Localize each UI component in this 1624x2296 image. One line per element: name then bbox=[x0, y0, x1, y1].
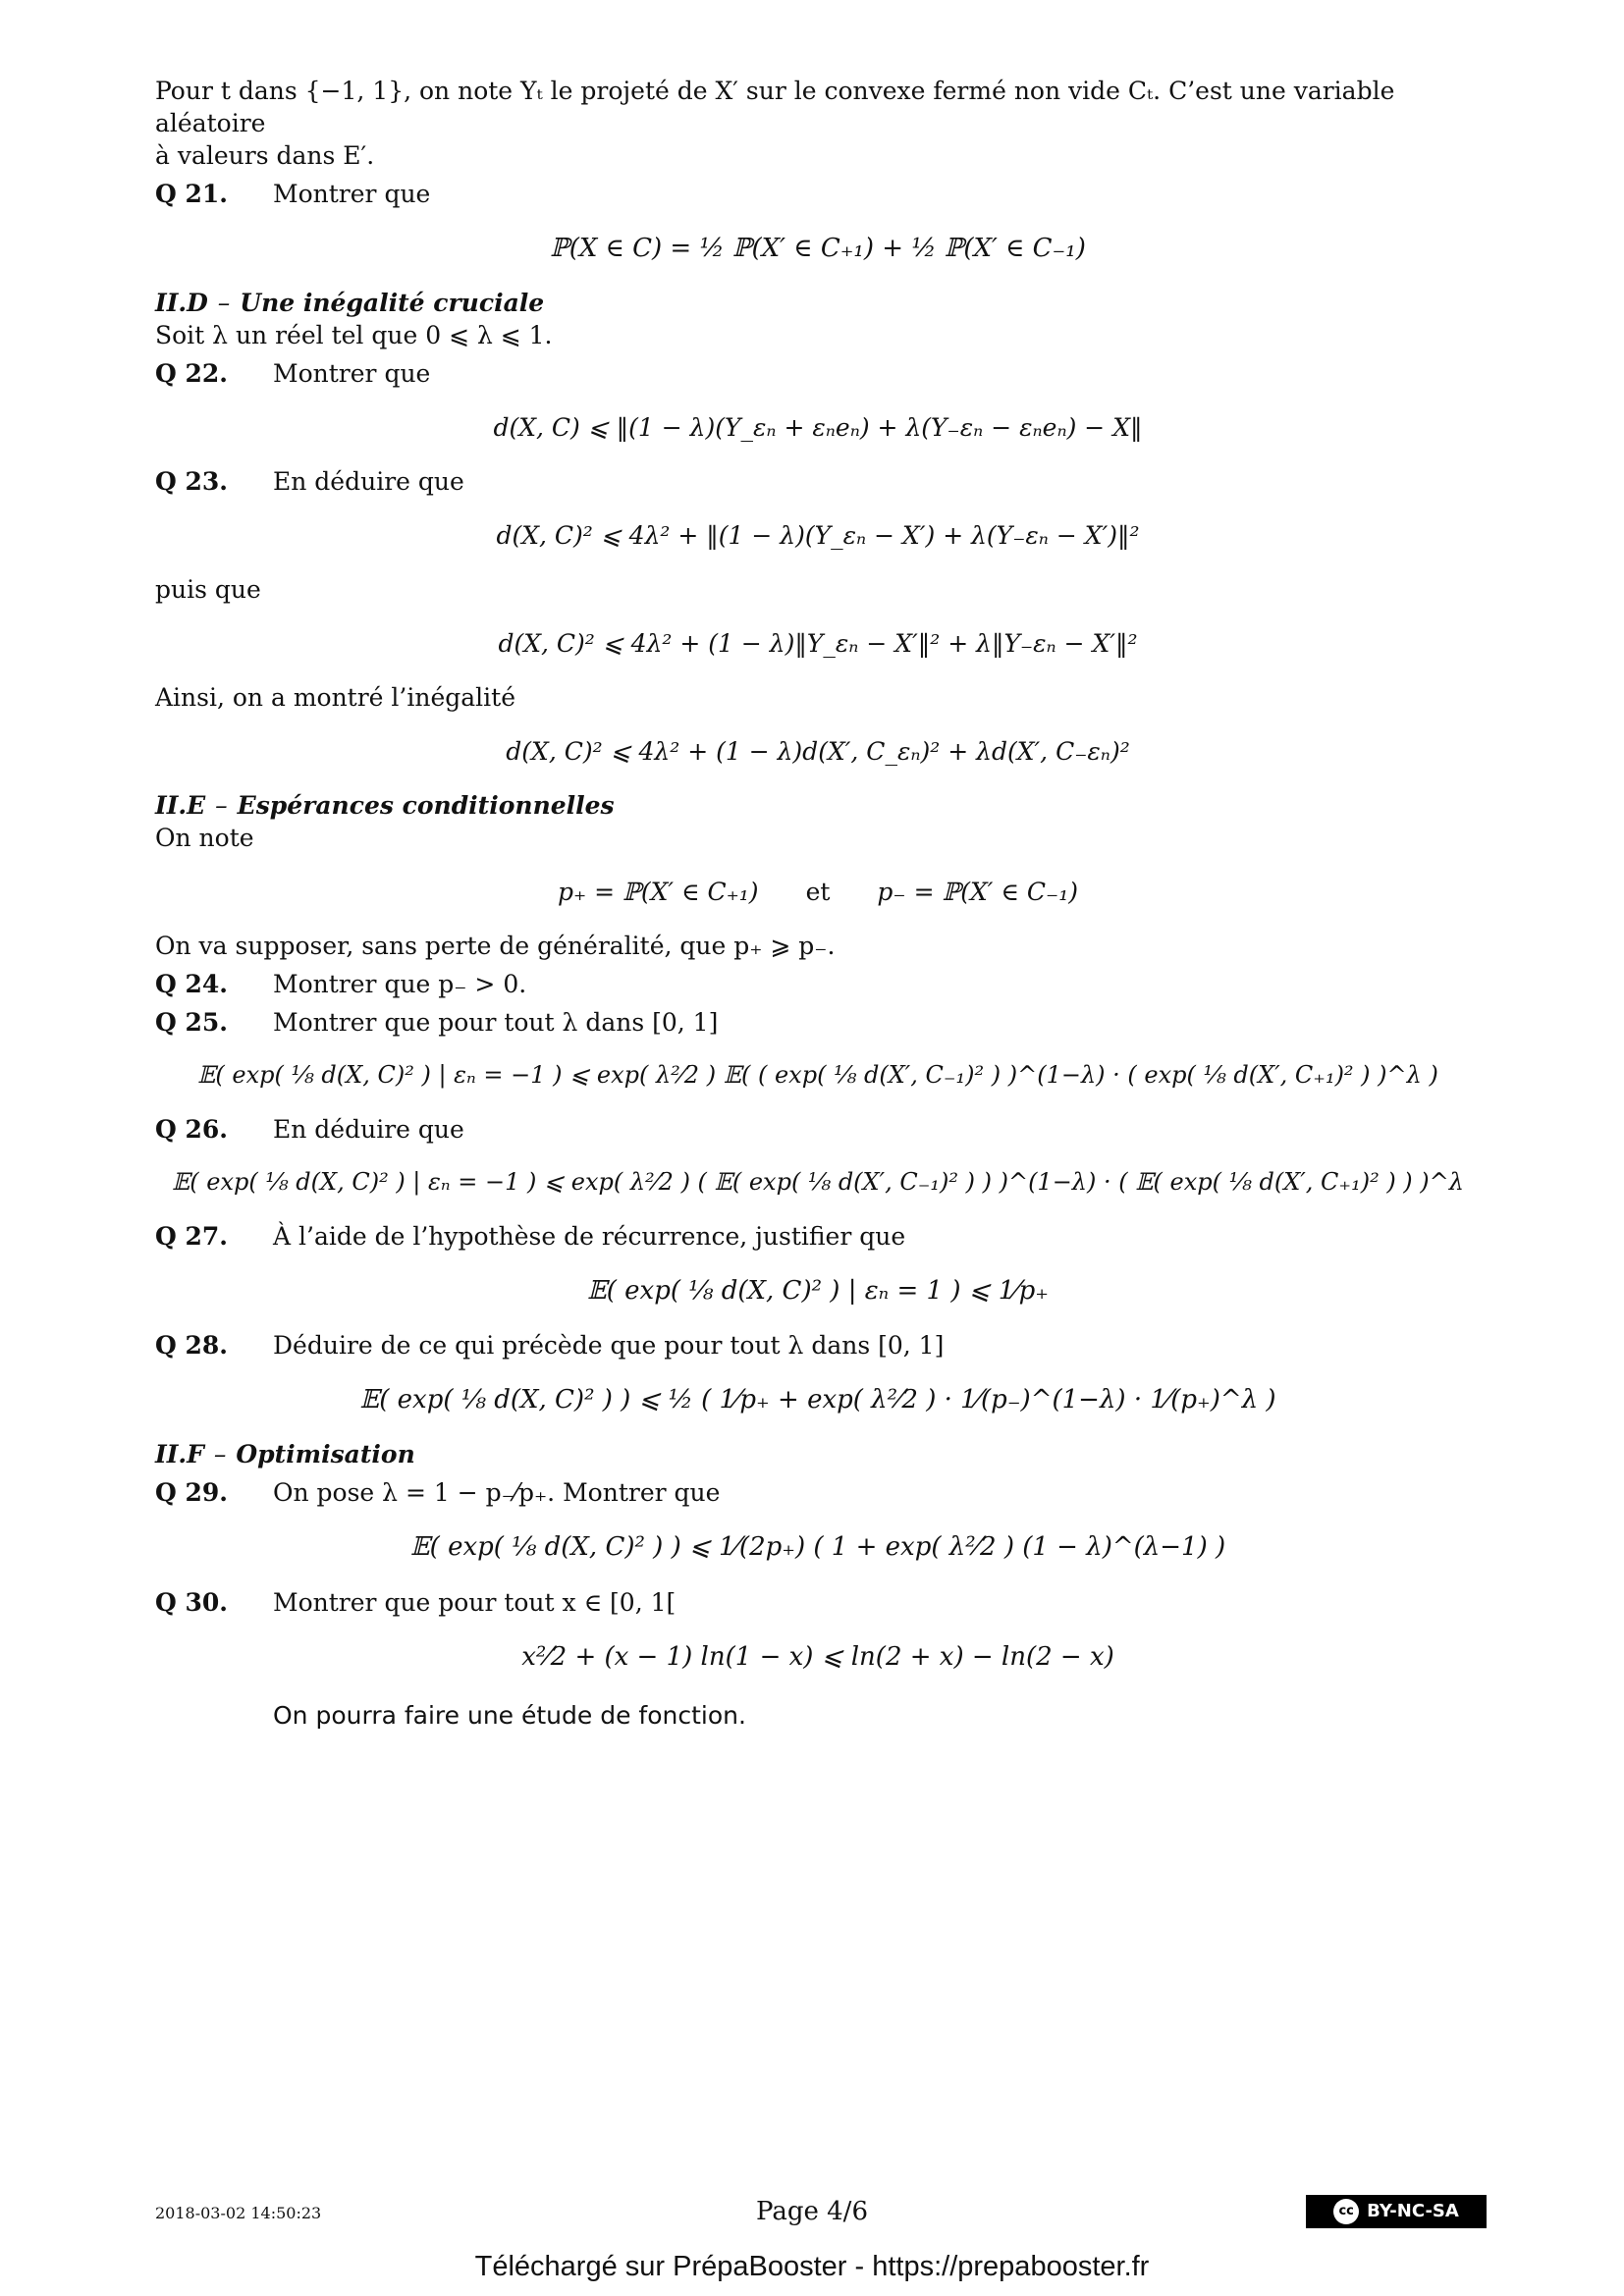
et-word: et bbox=[805, 878, 831, 907]
question-27 bbox=[155, 1220, 1481, 1253]
ainsi-text: Ainsi, on a montré l’inégalité bbox=[155, 683, 515, 713]
footer-timestamp: 2018-03-02 14:50:23 bbox=[155, 2204, 322, 2222]
question-number: Q 21. bbox=[155, 180, 228, 208]
equation-q30: x²⁄2 + (x − 1) ln(1 − x) ⩽ ln(2 + x) − ln(2 − x) bbox=[521, 1641, 1114, 1672]
p-plus-definition: p₊ = ℙ(X′ ∈ C₊₁) bbox=[558, 878, 759, 907]
question-23 bbox=[155, 465, 1481, 498]
question-24 bbox=[155, 968, 1481, 1000]
intro-line-1: Pour t dans {−1, 1}, on note Yₜ le projeté de X′ sur le convexe fermé non vide Cₜ. C’est une variable aléatoire bbox=[155, 77, 1395, 137]
question-29 bbox=[155, 1476, 1481, 1509]
question-text: En déduire que bbox=[273, 467, 464, 497]
section-title: Espérances conditionnelles bbox=[237, 791, 615, 821]
equation-q28: 𝔼( exp( ⅛ d(X, C)² ) ) ⩽ ½ ( 1⁄p₊ + exp( λ²⁄2 ) · 1⁄(p₋)^(1−λ) · 1⁄(p₊)^λ ) bbox=[359, 1384, 1276, 1415]
section-title: Optimisation bbox=[236, 1440, 415, 1469]
question-text: Montrer que bbox=[273, 180, 431, 208]
lambda-definition: Soit λ un réel tel que 0 ⩽ λ ⩽ 1. bbox=[155, 321, 553, 350]
equation-q21: ℙ(X ∈ C) = ½ ℙ(X′ ∈ C₊₁) + ½ ℙ(X′ ∈ C₋₁) bbox=[550, 234, 1086, 263]
p-minus-definition: p₋ = ℙ(X′ ∈ C₋₁) bbox=[877, 878, 1078, 907]
question-30 bbox=[155, 1586, 1481, 1619]
question-number: Q 28. bbox=[155, 1330, 228, 1360]
question-26 bbox=[155, 1113, 1481, 1146]
question-number: Q 26. bbox=[155, 1114, 228, 1144]
question-text: En déduire que bbox=[273, 1114, 464, 1144]
creative-commons-icon: cc bbox=[1333, 2199, 1359, 2224]
on-note: On note bbox=[155, 824, 254, 853]
question-text: Montrer que pour tout x ∈ [0, 1[ bbox=[273, 1587, 677, 1617]
section-number: II.D bbox=[155, 289, 208, 318]
section-heading-f bbox=[155, 1438, 1481, 1470]
question-text: Déduire de ce qui précède que pour tout λ dans [0, 1] bbox=[273, 1330, 945, 1360]
section-heading-e bbox=[155, 789, 1481, 822]
question-number: Q 27. bbox=[155, 1221, 228, 1251]
equation-q23-1: d(X, C)² ⩽ 4λ² + ‖(1 − λ)(Y_εₙ − X′) + λ(Y₋εₙ − X′)‖² bbox=[496, 521, 1140, 551]
equation-q23-2: d(X, C)² ⩽ 4λ² + (1 − λ)‖Y_εₙ − X′‖² + λ‖Y₋εₙ − X′‖² bbox=[498, 629, 1138, 659]
page-content bbox=[155, 75, 1481, 1732]
license-badge bbox=[1306, 2195, 1487, 2228]
hint-text: On pourra faire une étude de fonction. bbox=[273, 1700, 746, 1730]
question-21 bbox=[155, 178, 1481, 210]
question-text: Montrer que p₋ > 0. bbox=[273, 970, 527, 999]
equation-q22: d(X, C) ⩽ ‖(1 − λ)(Y_εₙ + εₙeₙ) + λ(Y₋εₙ − εₙeₙ) − X‖ bbox=[493, 413, 1143, 443]
question-text: À l’aide de l’hypothèse de récurrence, justifier que bbox=[273, 1221, 906, 1251]
section-dash: – bbox=[215, 791, 228, 821]
section-dash: – bbox=[213, 1440, 227, 1469]
section-title: Une inégalité cruciale bbox=[240, 289, 545, 318]
footer-page-number: Page 4/6 bbox=[756, 2197, 868, 2226]
equation-q26: 𝔼( exp( ⅛ d(X, C)² ) | εₙ = −1 ) ⩽ exp( λ²⁄2 ) ( 𝔼( exp( ⅛ d(X′, C₋₁)² ) ) )^(1−λ) · ( 𝔼( exp( ⅛ d(X′, C₊₁)² ) ) )^λ bbox=[172, 1167, 1464, 1196]
equation-p-definitions bbox=[155, 876, 1481, 908]
question-text: Montrer que bbox=[273, 359, 431, 389]
question-number: Q 23. bbox=[155, 467, 228, 497]
question-text: Montrer que pour tout λ dans [0, 1] bbox=[273, 1008, 719, 1038]
equation-q27: 𝔼( exp( ⅛ d(X, C)² ) | εₙ = 1 ) ⩽ 1⁄p₊ bbox=[586, 1275, 1050, 1306]
question-28 bbox=[155, 1329, 1481, 1362]
download-source-text: Téléchargé sur PrépaBooster - https://prepabooster.fr bbox=[474, 2251, 1150, 2282]
puis-que: puis que bbox=[155, 575, 261, 605]
equation-ainsi: d(X, C)² ⩽ 4λ² + (1 − λ)d(X′, C_εₙ)² + λd(X′, C₋εₙ)² bbox=[506, 737, 1130, 767]
assumption-text: On va supposer, sans perte de généralité, que p₊ ⩾ p₋. bbox=[155, 932, 836, 961]
section-number: II.E bbox=[155, 791, 206, 821]
section-heading-d bbox=[155, 287, 1481, 319]
question-22 bbox=[155, 357, 1481, 390]
section-number: II.F bbox=[155, 1440, 204, 1469]
intro-line-2: à valeurs dans E′. bbox=[155, 141, 375, 170]
question-number: Q 22. bbox=[155, 359, 228, 389]
question-number: Q 24. bbox=[155, 970, 228, 999]
equation-q25: 𝔼( exp( ⅛ d(X, C)² ) | εₙ = −1 ) ⩽ exp( λ²⁄2 ) 𝔼( ( exp( ⅛ d(X′, C₋₁)² ) )^(1−λ) · ( exp( ⅛ d(X′, C₊₁)² ) )^λ ) bbox=[197, 1061, 1438, 1090]
question-number: Q 30. bbox=[155, 1587, 228, 1617]
equation-q29: 𝔼( exp( ⅛ d(X, C)² ) ) ⩽ 1⁄(2p₊) ( 1 + exp( λ²⁄2 ) (1 − λ)^(λ−1) ) bbox=[409, 1532, 1226, 1563]
section-dash: – bbox=[217, 289, 231, 318]
license-label: BY-NC-SA bbox=[1367, 2201, 1459, 2222]
question-text: On pose λ = 1 − p₋⁄p₊. Montrer que bbox=[273, 1478, 721, 1508]
question-number: Q 25. bbox=[155, 1008, 228, 1038]
question-number: Q 29. bbox=[155, 1478, 228, 1508]
question-25 bbox=[155, 1006, 1481, 1039]
